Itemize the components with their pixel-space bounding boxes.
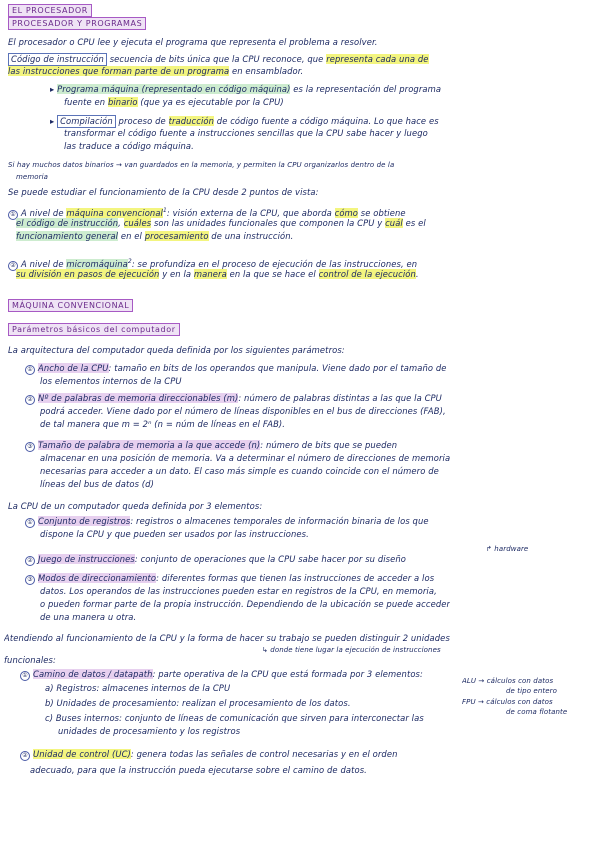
note-text: traducción	[168, 116, 215, 126]
note-line-p16	[16, 269, 419, 280]
note-text: funcionales:	[4, 655, 56, 665]
note-text: binario	[107, 97, 138, 107]
note-line-p2	[8, 53, 429, 66]
note-text: datos. Los operandos de las instrucciones pueden estar en registros de la CPU, en memoria,	[40, 586, 437, 596]
step-number-badge: ③	[25, 442, 35, 452]
note-text: Atendiendo al funcionamiento de la CPU y la forma de hacer su trabajo se pueden distinguir 2 unidades	[4, 633, 450, 643]
note-line-b4	[486, 544, 528, 555]
note-line-p4	[50, 84, 441, 95]
note-text: proceso de	[115, 116, 169, 126]
step-number-badge: ②	[25, 556, 35, 566]
note-text: El procesador o CPU lee y ejecuta el programa que representa el problema a resolver.	[8, 37, 378, 47]
note-text: Modos de direccionamiento	[38, 573, 157, 583]
note-text: es la representación del programa	[290, 84, 442, 94]
note-text: memoria	[16, 173, 49, 181]
note-line-a8	[40, 453, 450, 464]
note-text: Tamaño de palabra de memoria a la que accede (n)	[38, 440, 261, 450]
note-text: ,	[118, 218, 124, 228]
note-line-p14	[16, 231, 293, 242]
note-text: de código fuente a código máquina. Lo que hace es	[214, 116, 439, 126]
note-line-a6	[40, 419, 285, 430]
note-text: Código de instrucción	[8, 53, 107, 66]
step-number-badge: ②	[8, 261, 18, 271]
note-line-c4	[45, 683, 230, 694]
note-text: La arquitectura del computador queda definida por los siguientes parámetros:	[8, 345, 345, 355]
note-line-p8	[64, 141, 194, 152]
note-line-p9	[8, 160, 394, 171]
note-line-t4	[8, 323, 180, 336]
note-text: 1	[162, 207, 167, 214]
note-line-a9	[40, 466, 439, 477]
note-text: dispone la CPU y que pueden ser usados por las instrucciones.	[40, 529, 309, 539]
note-text: cuáles	[123, 218, 152, 228]
note-text: PROCESADOR Y PROGRAMAS	[8, 17, 146, 30]
note-text: las instrucciones que forman parte de un programa	[8, 66, 230, 76]
note-text: MÁQUINA CONVENCIONAL	[8, 299, 133, 312]
note-text: manera	[193, 269, 227, 279]
note-line-s2	[506, 686, 557, 697]
note-text: transformar el código fuente a instrucciones sencillas que la CPU sabe hacer y luego	[64, 128, 428, 138]
note-text: ↱ hardware	[486, 545, 529, 553]
note-text: adecuado, para que la instrucción pueda ejecutarse sobre el camino de datos.	[30, 765, 367, 775]
note-text: Si hay muchos datos binarios → van guardados en la memoria, y permiten la CPU organizarlos dentro de la	[8, 161, 395, 169]
note-line-c6	[45, 713, 424, 724]
note-line-a7	[25, 440, 397, 452]
note-text: Juego de instrucciones	[38, 554, 135, 564]
note-text: Camino de datos / datapath	[33, 669, 153, 679]
note-text: : número de bits que se pueden	[260, 440, 398, 450]
step-number-badge: ①	[25, 365, 35, 375]
note-line-c3	[20, 669, 423, 681]
note-text: en el	[118, 231, 145, 241]
step-number-badge: ③	[25, 575, 35, 585]
note-line-p1	[8, 37, 378, 48]
note-line-p13	[16, 218, 426, 229]
note-text: necesarias para acceder a un dato. El caso más simple es cuando coincide con el número de	[40, 466, 439, 476]
note-text: : parte operativa de la CPU que está formada por 3 elementos:	[152, 669, 423, 679]
note-text: EL PROCESADOR	[8, 4, 92, 17]
note-line-a3	[40, 376, 182, 387]
note-text: de una manera u otra.	[40, 612, 137, 622]
note-text: los elementos internos de la CPU	[40, 376, 182, 386]
note-line-t3	[8, 299, 133, 312]
note-line-p3	[8, 66, 303, 77]
note-line-b5	[25, 554, 406, 566]
note-text: fuente en	[64, 97, 108, 107]
note-line-a10	[40, 479, 154, 490]
note-text: : visión externa de la CPU, que aborda	[166, 207, 335, 218]
note-text: ▸	[50, 116, 58, 126]
note-line-b6	[25, 573, 434, 585]
note-text: Nº de palabras de memoria direccionables (m)	[38, 393, 239, 403]
note-text: control de la ejecución	[318, 269, 416, 279]
note-text: : tamaño en bits de los operandos que manipula. Viene dado por el tamaño de	[108, 363, 447, 373]
note-text: representa cada una de	[326, 54, 429, 64]
note-line-c7	[58, 726, 240, 737]
note-line-c8	[20, 749, 397, 761]
note-text: Ancho de la CPU	[38, 363, 109, 373]
note-text: secuencia de bits única que la CPU reconoce, que	[106, 54, 327, 64]
note-text: cuál	[385, 218, 403, 228]
note-text: de una instrucción.	[208, 231, 294, 241]
note-text: FPU → cálculos con datos	[462, 698, 553, 706]
note-line-p7	[64, 128, 428, 139]
note-text: líneas del bus de datos (d)	[40, 479, 154, 489]
note-line-a1	[8, 345, 345, 356]
note-text: : diferentes formas que tienen las instrucciones de acceder a los	[156, 573, 435, 583]
note-text: Conjunto de registros	[38, 516, 131, 526]
note-text: cómo	[334, 207, 359, 218]
note-line-b1	[8, 501, 262, 512]
note-text: es el	[402, 218, 426, 228]
note-text: procesamiento	[144, 231, 209, 241]
note-text: c) Buses internos: conjunto de líneas de comunicación que sirven para interconectar las	[45, 713, 424, 723]
note-text: : genera todas las señales de control necesarias y en el orden	[130, 749, 398, 759]
note-line-c9	[30, 765, 367, 776]
note-line-t1	[8, 4, 92, 17]
step-number-badge: ②	[20, 751, 30, 761]
note-text: almacenar en una posición de memoria. Va a determinar el número de direcciones de memoria	[40, 453, 451, 463]
note-text: Se puede estudiar el funcionamiento de la CPU desde 2 puntos de vista:	[8, 187, 319, 197]
note-text: y en la	[159, 269, 194, 279]
note-text: Compilación	[57, 115, 116, 128]
note-line-a5	[40, 406, 446, 417]
note-text: se obtiene	[358, 207, 406, 218]
note-text: : registros o almacenes temporales de información binaria de los que	[130, 516, 429, 526]
note-line-b9	[40, 612, 136, 623]
note-text: 2	[127, 258, 132, 265]
note-text: funcionamiento general	[16, 231, 119, 241]
step-number-badge: ①	[25, 518, 35, 528]
note-text: de coma flotante	[506, 708, 568, 716]
note-text: ▸	[50, 84, 58, 94]
note-text: : se profundiza en el proceso de ejecución de las instrucciones, en	[131, 258, 418, 269]
note-line-c2	[4, 655, 56, 666]
note-line-c1b	[262, 645, 441, 656]
note-text: Parámetros básicos del computador	[8, 323, 180, 336]
note-text: el código de instrucción	[16, 218, 119, 228]
note-text: son las unidades funcionales que componen la CPU y	[151, 218, 386, 228]
note-text: A nivel de	[21, 258, 67, 269]
note-text: en ensamblador.	[229, 66, 304, 76]
note-line-b3	[40, 529, 309, 540]
step-number-badge: ①	[8, 210, 18, 220]
note-line-p6	[50, 115, 439, 128]
note-text: : conjunto de operaciones que la CPU sabe hacer por su diseño	[134, 554, 407, 564]
note-line-p5	[64, 97, 284, 108]
note-text: micromáquina	[66, 258, 128, 269]
note-line-b2	[25, 516, 429, 528]
note-text: La CPU de un computador queda definida por 3 elementos:	[8, 501, 263, 511]
note-text: de tipo entero	[506, 687, 557, 695]
step-number-badge: ②	[25, 395, 35, 405]
note-text: de tal manera que m = 2ⁿ (n = núm de líneas en el FAB).	[40, 419, 286, 429]
note-text: podrá acceder. Viene dado por el número de líneas disponibles en el bus de direcciones (FAB),	[40, 406, 446, 416]
note-text: : número de palabras distintas a las que la CPU	[238, 393, 442, 403]
note-text: máquina convencional	[66, 207, 163, 218]
note-line-a2	[25, 363, 447, 375]
note-text: a) Registros: almacenes internos de la CPU	[45, 683, 231, 693]
note-text: o pueden formar parte de la propia instrucción. Dependiendo de la ubicación se puede acceder	[40, 599, 451, 609]
note-line-p10	[16, 172, 48, 183]
note-line-b7	[40, 586, 437, 597]
note-text: A nivel de	[21, 207, 67, 218]
note-line-p11	[8, 187, 319, 198]
note-text: Unidad de control (UC)	[33, 749, 131, 759]
note-text: b) Unidades de procesamiento: realizan el procesamiento de los datos.	[45, 698, 351, 708]
note-line-a4	[25, 393, 442, 405]
note-line-c5	[45, 698, 351, 709]
step-number-badge: ①	[20, 671, 30, 681]
note-text: ALU → cálculos con datos	[462, 677, 554, 685]
note-text: (que ya es ejecutable por la CPU)	[137, 97, 284, 107]
note-text: Programa máquina (representado en código máquina)	[57, 84, 291, 94]
note-text: en la que se hace el	[226, 269, 319, 279]
note-text: las traduce a código máquina.	[64, 141, 194, 151]
note-text: su división en pasos de ejecución	[16, 269, 160, 279]
note-line-s4	[506, 707, 567, 718]
note-line-t2	[8, 17, 146, 30]
note-text: ↳ donde tiene lugar la ejecución de instrucciones	[262, 646, 441, 654]
note-text: .	[415, 269, 419, 279]
note-line-b8	[40, 599, 450, 610]
note-line-c1	[4, 633, 450, 644]
note-text: unidades de procesamiento y los registros	[58, 726, 241, 736]
